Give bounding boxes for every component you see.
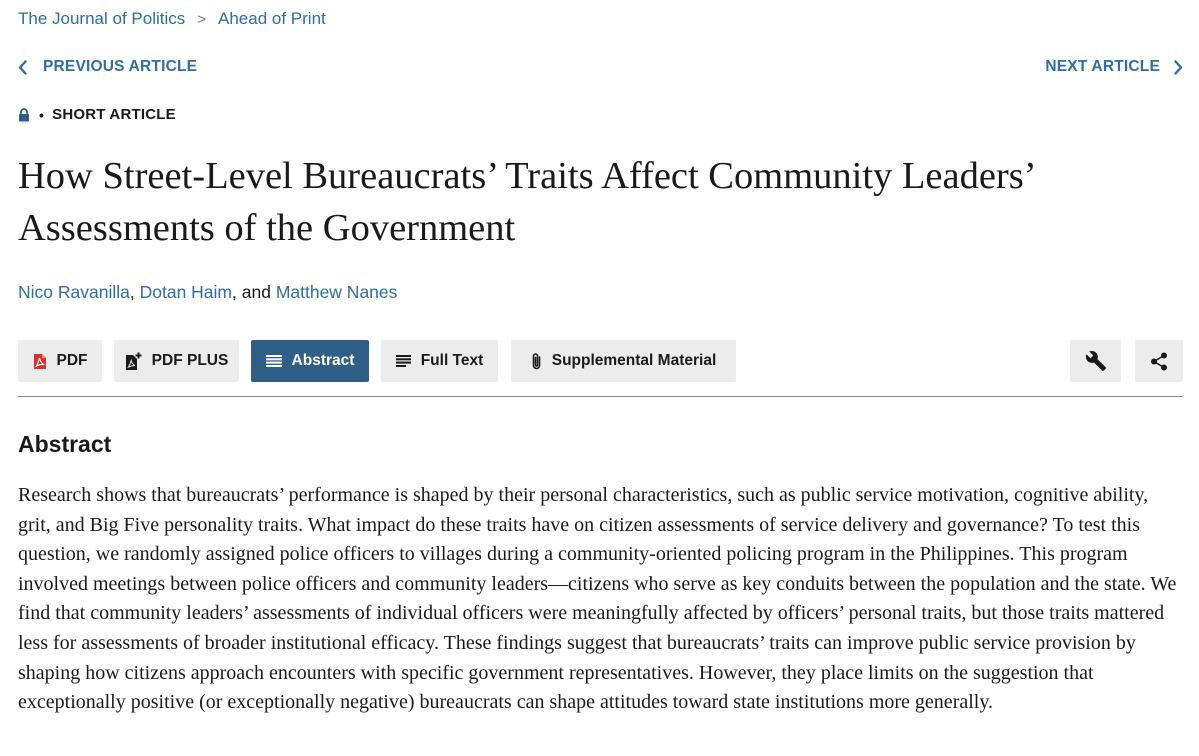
supplemental-material-button[interactable]	[511, 340, 736, 382]
tab-abstract[interactable]	[251, 340, 369, 382]
pdf-icon	[33, 353, 47, 370]
article-type	[18, 106, 176, 123]
pdf-plus-label: PDF PLUS	[151, 352, 229, 369]
tab-full-text[interactable]	[381, 340, 498, 382]
text-lines-icon	[396, 355, 411, 367]
breadcrumb	[18, 8, 326, 30]
wrench-icon	[1085, 350, 1107, 372]
author-link[interactable]: Dotan Haim	[139, 282, 233, 302]
pdf-plus-icon	[125, 352, 142, 371]
pdf-plus-button[interactable]	[114, 340, 239, 382]
tools-button[interactable]	[1070, 340, 1121, 382]
author-separator: , and	[232, 282, 276, 302]
author-list	[18, 282, 397, 303]
previous-article-link[interactable]	[18, 58, 197, 76]
breadcrumb-separator: >	[197, 10, 207, 28]
lock-icon	[18, 108, 30, 122]
full-text-tab-label: Full Text	[420, 352, 484, 369]
chevron-right-icon	[1174, 60, 1183, 75]
article-type-separator: •	[39, 106, 45, 123]
author-separator: ,	[129, 282, 135, 302]
abstract-heading: Abstract	[18, 431, 112, 457]
article-type-label: SHORT ARTICLE	[52, 106, 176, 123]
pdf-label: PDF	[56, 352, 88, 369]
author-link[interactable]: Nico Ravanilla	[18, 282, 130, 302]
share-icon	[1150, 352, 1168, 371]
article-title: How Street-Level Bureaucrats’ Traits Affect Community Leaders’ Assessments of the Government	[18, 155, 1034, 249]
paperclip-icon	[531, 352, 542, 371]
toolbar-divider	[18, 396, 1183, 397]
list-lines-icon	[266, 355, 282, 367]
next-article-label: NEXT ARTICLE	[1045, 58, 1160, 75]
supplemental-material-label: Supplemental Material	[551, 352, 717, 369]
article-toolbar	[18, 340, 1183, 382]
author-link[interactable]: Matthew Nanes	[275, 282, 398, 302]
share-button[interactable]	[1135, 340, 1183, 382]
next-article-link[interactable]	[1045, 58, 1183, 76]
abstract-tab-label: Abstract	[291, 352, 355, 369]
article-navigation	[18, 58, 1183, 84]
abstract-text: Research shows that bureaucrats’ performance is shaped by their personal characteristics, such as public service motivation, cognitive ability, grit, and Big Five personality traits. What impact do these traits have on citizen assessments of service delivery and governance? To test this question, we randomly assigned police officers to villages during a community-oriented policing program in the Philippines. This program involved meetings between police officers and community leaders—citizens who serve as key conduits between the population and the state. We find that community leaders’ assessments of individual officers were meaningfully affected by officers’ personal traits, but those traits mattered less for assessments of broader institutional efficacy. These findings suggest that bureaucrats’ traits can improve public service provision by shaping how citizens approach encounters with specific government representatives. However, they place limits on the suggestion that exceptionally positive (or exceptionally negative) bureaucrats can shape attitudes toward state institutions more generally.	[18, 484, 1177, 714]
previous-article-label: PREVIOUS ARTICLE	[43, 58, 198, 75]
pdf-button[interactable]	[18, 340, 102, 382]
chevron-left-icon	[18, 60, 27, 75]
breadcrumb-section-link[interactable]: Ahead of Print	[218, 9, 326, 28]
breadcrumb-journal-link[interactable]: The Journal of Politics	[18, 9, 186, 28]
